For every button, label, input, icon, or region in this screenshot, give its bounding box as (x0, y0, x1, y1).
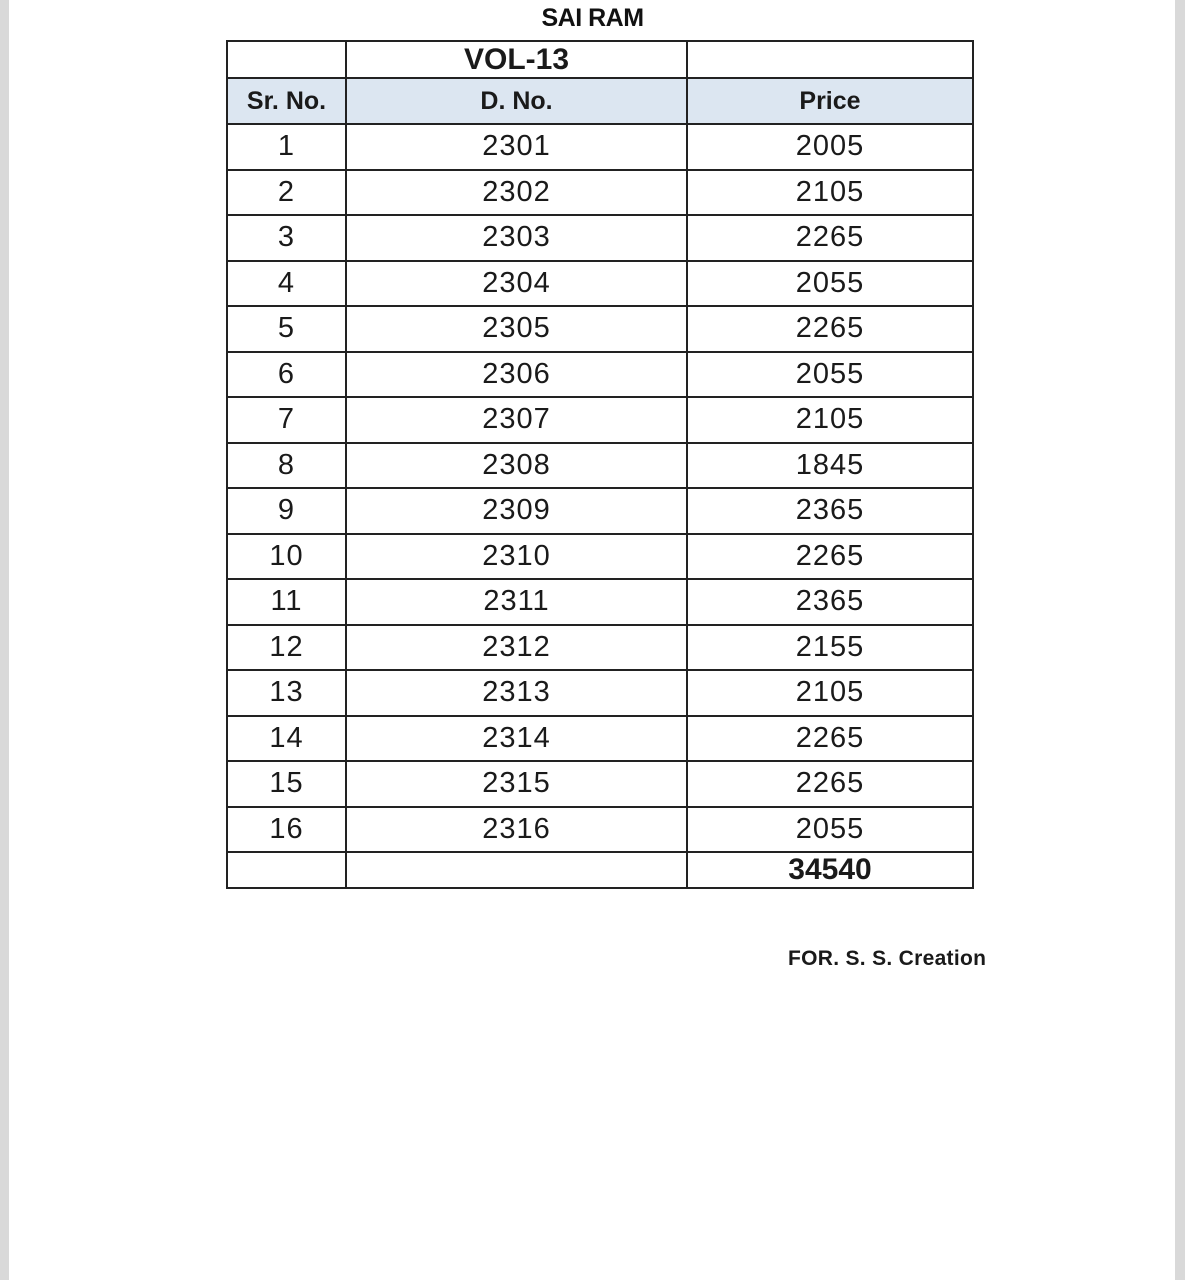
table-row (227, 716, 973, 762)
price-cell: 2265 (687, 306, 973, 352)
d-no-cell: 2314 (346, 716, 687, 762)
d-no-cell: 2309 (346, 488, 687, 534)
sr-no-cell: 16 (227, 807, 346, 853)
d-no-cell: 2310 (346, 534, 687, 580)
d-no-cell: 2305 (346, 306, 687, 352)
price-cell: 2365 (687, 488, 973, 534)
d-no-cell: 2302 (346, 170, 687, 216)
sr-no-cell: 14 (227, 716, 346, 762)
volume-label: VOL-13 (346, 41, 687, 78)
sr-no-cell: 5 (227, 306, 346, 352)
table-row (227, 352, 973, 398)
price-cell: 2005 (687, 124, 973, 170)
sr-no-cell: 15 (227, 761, 346, 807)
sr-no-cell: 9 (227, 488, 346, 534)
table-row (227, 625, 973, 671)
table-row (227, 579, 973, 625)
sr-no-cell: 12 (227, 625, 346, 671)
total-price-cell: 34540 (687, 852, 973, 888)
price-cell: 2055 (687, 261, 973, 307)
price-cell: 2265 (687, 761, 973, 807)
d-no-cell: 2313 (346, 670, 687, 716)
table-row (227, 170, 973, 216)
table-row (227, 397, 973, 443)
d-no-cell: 2307 (346, 397, 687, 443)
document-title: SAI RAM (541, 4, 644, 32)
price-table (226, 40, 974, 889)
volume-blank-cell (687, 41, 973, 78)
sr-no-cell: 2 (227, 170, 346, 216)
sr-no-cell: 6 (227, 352, 346, 398)
price-cell: 2105 (687, 397, 973, 443)
sr-no-cell: 1 (227, 124, 346, 170)
d-no-cell: 2312 (346, 625, 687, 671)
sr-no-cell: 10 (227, 534, 346, 580)
price-cell: 2265 (687, 215, 973, 261)
header-d-no: D. No. (346, 78, 687, 124)
table-row (227, 443, 973, 489)
price-cell: 2155 (687, 625, 973, 671)
table-header-row (227, 78, 973, 124)
table-row (227, 488, 973, 534)
total-blank-cell (346, 852, 687, 888)
volume-blank-cell (227, 41, 346, 78)
sr-no-cell: 7 (227, 397, 346, 443)
table-row (227, 807, 973, 853)
price-cell: 2365 (687, 579, 973, 625)
header-sr-no: Sr. No. (227, 78, 346, 124)
sr-no-cell: 13 (227, 670, 346, 716)
total-row (227, 852, 973, 888)
d-no-cell: 2316 (346, 807, 687, 853)
d-no-cell: 2303 (346, 215, 687, 261)
d-no-cell: 2306 (346, 352, 687, 398)
d-no-cell: 2308 (346, 443, 687, 489)
price-cell: 2055 (687, 352, 973, 398)
volume-row (227, 41, 973, 78)
d-no-cell: 2311 (346, 579, 687, 625)
table-row (227, 670, 973, 716)
d-no-cell: 2304 (346, 261, 687, 307)
price-cell: 2105 (687, 170, 973, 216)
signature-text: FOR. S. S. Creation (788, 947, 987, 970)
price-cell: 2265 (687, 534, 973, 580)
table-row (227, 261, 973, 307)
header-price: Price (687, 78, 973, 124)
table-row (227, 534, 973, 580)
table-row (227, 306, 973, 352)
sr-no-cell: 3 (227, 215, 346, 261)
d-no-cell: 2301 (346, 124, 687, 170)
sr-no-cell: 8 (227, 443, 346, 489)
total-blank-cell (227, 852, 346, 888)
table-row (227, 215, 973, 261)
price-cell: 2105 (687, 670, 973, 716)
price-cell: 2265 (687, 716, 973, 762)
price-cell: 1845 (687, 443, 973, 489)
table-row (227, 124, 973, 170)
sr-no-cell: 4 (227, 261, 346, 307)
table-row (227, 761, 973, 807)
d-no-cell: 2315 (346, 761, 687, 807)
price-cell: 2055 (687, 807, 973, 853)
sr-no-cell: 11 (227, 579, 346, 625)
